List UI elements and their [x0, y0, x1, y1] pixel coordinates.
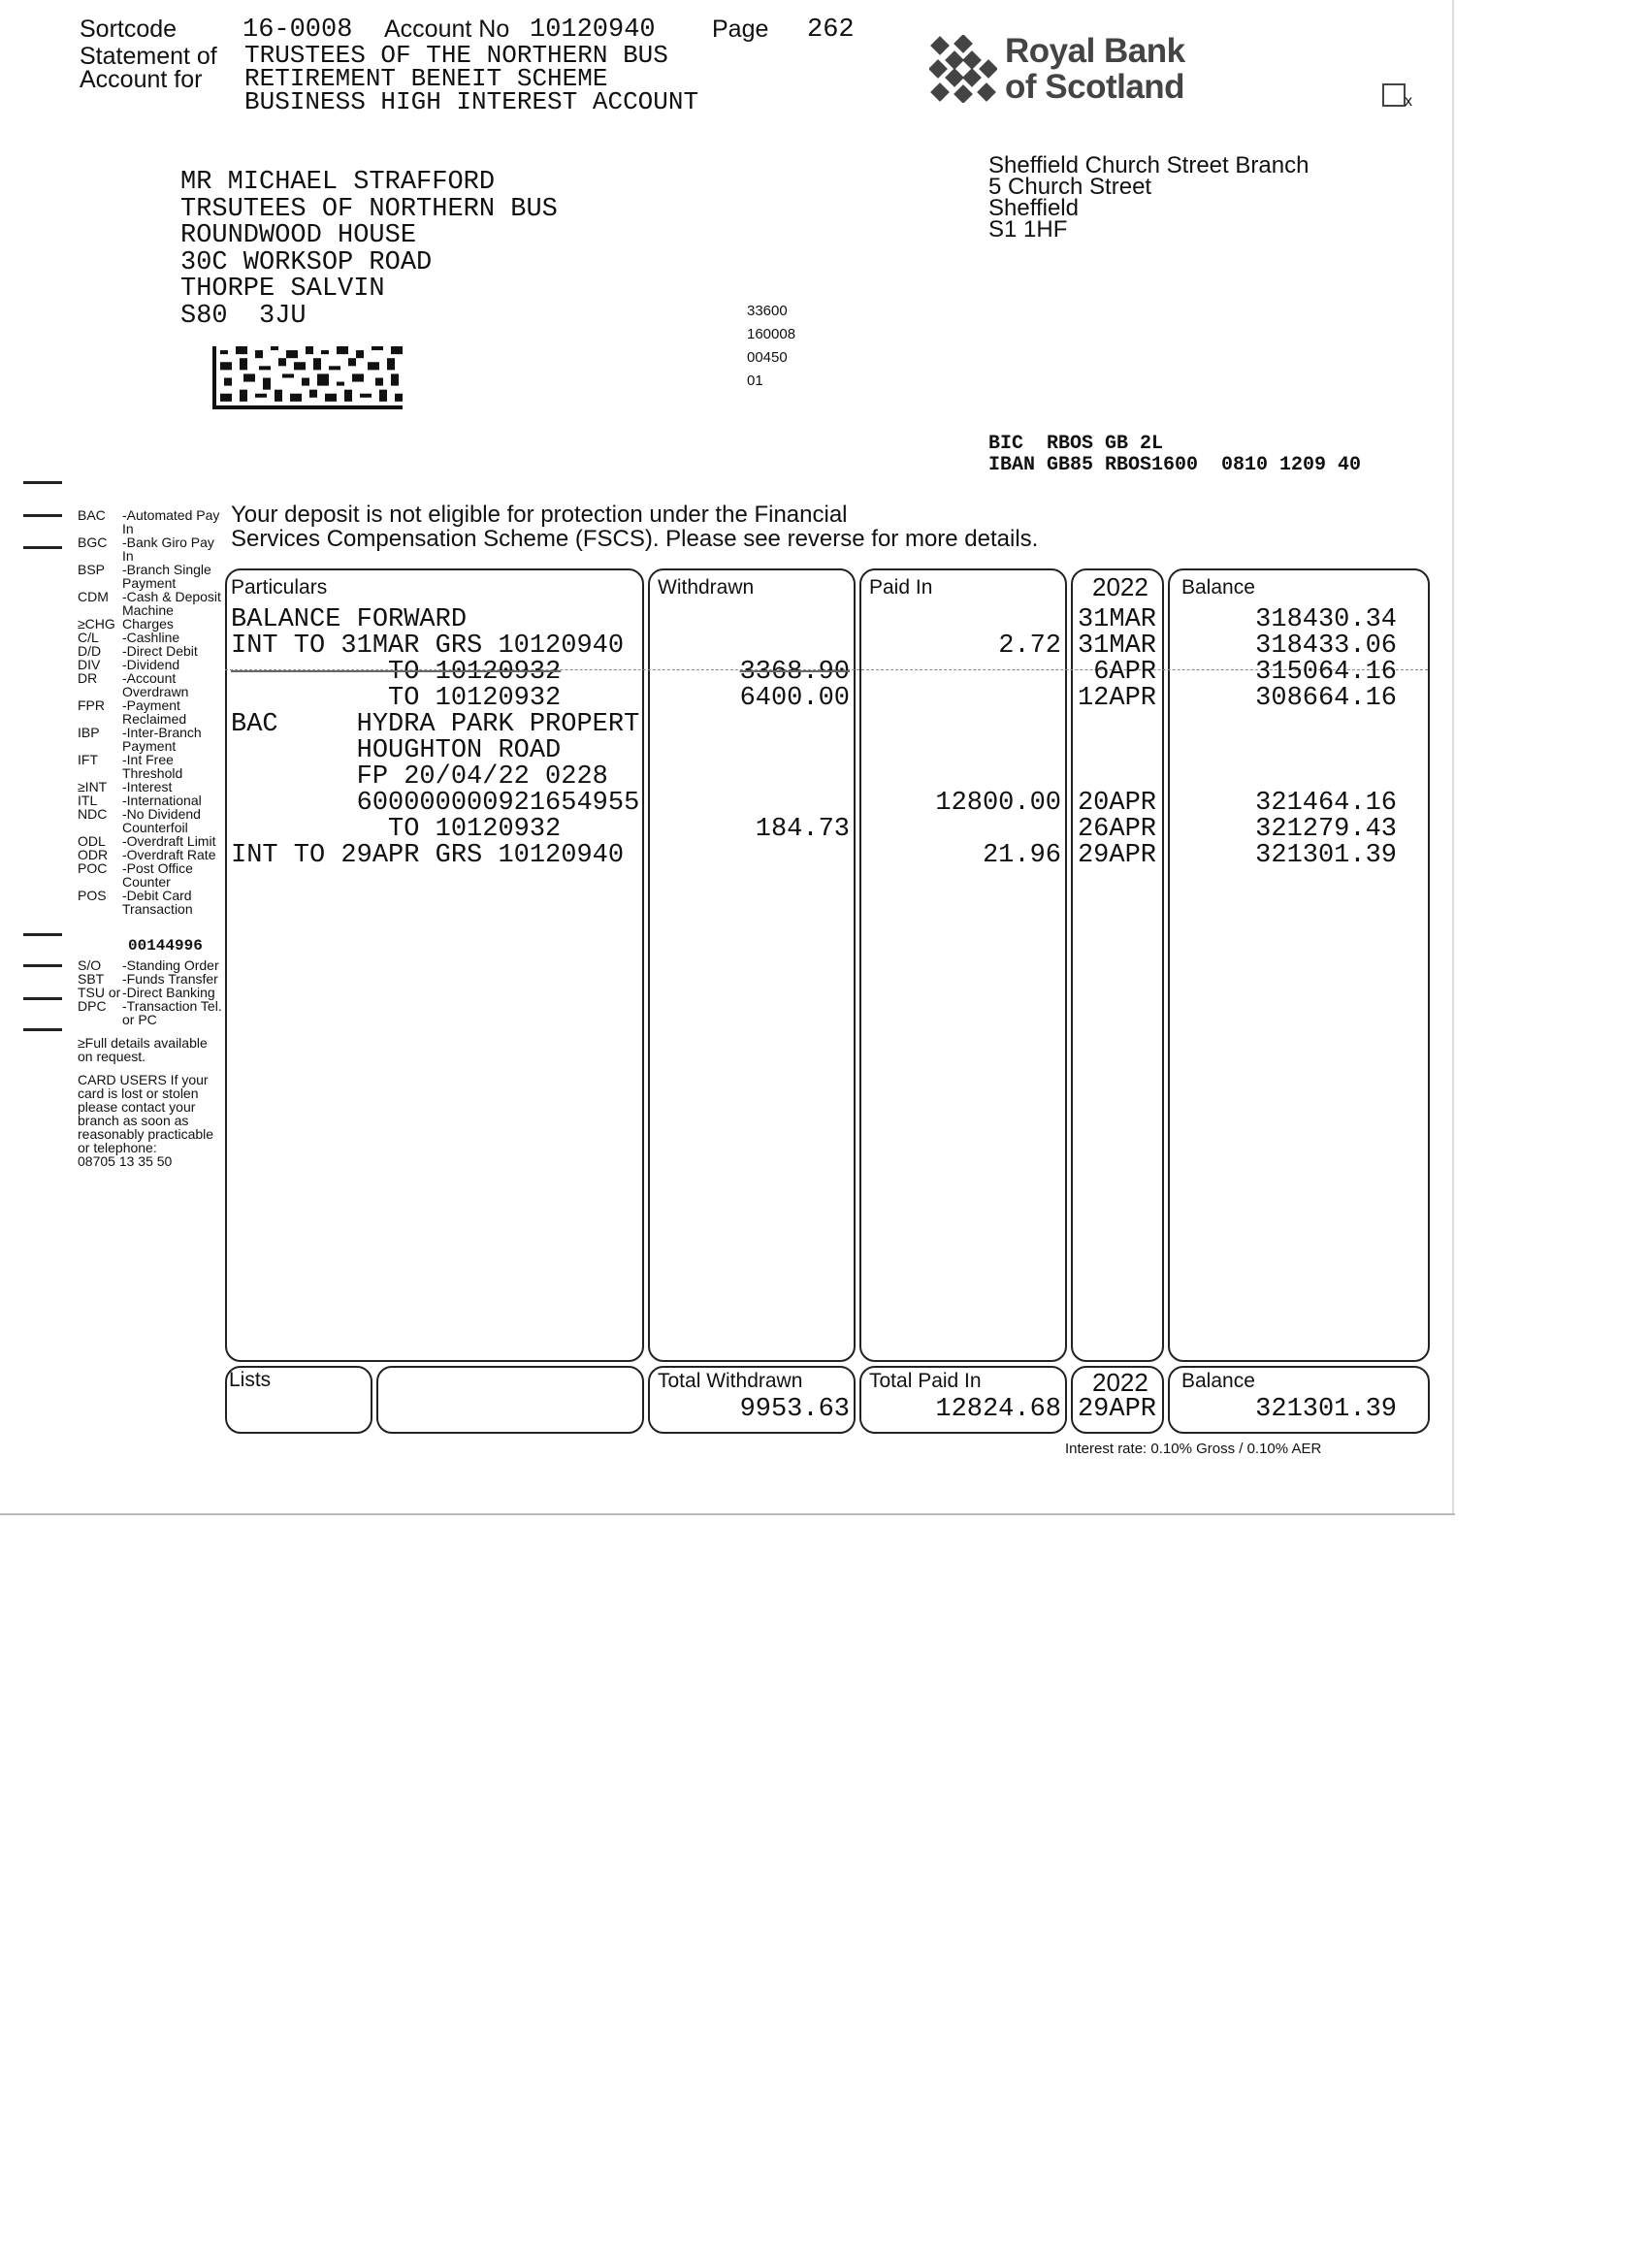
row-particulars: TO 10120932 [231, 658, 562, 687]
legend-item [78, 861, 223, 889]
fscs-notice [231, 502, 1038, 551]
legend-item [78, 753, 223, 780]
closing-year: 2022 [1092, 1368, 1148, 1397]
paid-in-header: Paid In [869, 576, 933, 599]
year-header: 2022 [1092, 572, 1148, 601]
legend-desc: -Interest [122, 779, 173, 794]
legend-code: C/L [78, 630, 99, 645]
row-balance: 308664.16 [1255, 684, 1397, 713]
row-date: 26APR [1077, 815, 1156, 844]
row-balance: 315064.16 [1255, 658, 1397, 687]
row-withdrawn: 6400.00 [739, 684, 850, 713]
row-particulars: TO 10120932 [231, 815, 562, 844]
legend-item [78, 999, 223, 1026]
legend-code: CDM [78, 589, 109, 604]
row-date: 31MAR [1077, 605, 1156, 634]
legend-desc: -Cash & Deposit Machine [122, 589, 221, 618]
legend-item [78, 535, 223, 563]
address-line: THORPE SALVIN [180, 275, 385, 304]
margin-mark [23, 514, 62, 517]
page-label: Page [712, 16, 769, 43]
statement-of-label: Statement of [80, 43, 217, 70]
legend-item [78, 834, 223, 848]
row-particulars: INT TO 29APR GRS 10120940 [231, 841, 625, 870]
bank-name [1005, 33, 1185, 105]
sortcode-label: Sortcode [80, 16, 178, 43]
legend-desc: -Post Office Counter [122, 860, 193, 890]
checkbox-mark: x [1405, 93, 1412, 110]
margin-mark [23, 997, 62, 1000]
legend-item [78, 794, 223, 807]
legend-desc: -Int Free Threshold [122, 752, 183, 781]
account-number-value: 10120940 [530, 16, 656, 45]
bank-name-line: of Scotland [1005, 68, 1185, 106]
legend-code: DPC [78, 998, 107, 1014]
legend-item [78, 508, 223, 535]
legend-code: ≥INT [78, 779, 108, 794]
balance-header: Balance [1181, 576, 1255, 599]
paid-in-column [859, 568, 1067, 1362]
routing-code: 01 [747, 373, 763, 389]
closing-balance-value: 321301.39 [1255, 1395, 1397, 1424]
row-balance: 321464.16 [1255, 789, 1397, 818]
withdrawn-header: Withdrawn [658, 576, 755, 599]
total-withdrawn-label: Total Withdrawn [658, 1370, 803, 1392]
phone-number: 08705 13 35 50 [78, 1153, 173, 1169]
iban-code: IBAN GB85 RBOS1600 0810 1209 40 [988, 454, 1362, 476]
row-particulars: TO 10120932 [231, 684, 562, 713]
legend-code: BGC [78, 535, 108, 550]
legend-desc: -Bank Giro Pay In [122, 535, 214, 564]
legend-item [78, 726, 223, 753]
legend-code: POS [78, 888, 107, 903]
closing-date: 29APR [1077, 1395, 1156, 1424]
full-details-note: ≥Full details available on request. [78, 1035, 208, 1064]
legend-item [78, 644, 223, 658]
row-balance: 321301.39 [1255, 841, 1397, 870]
row-particulars: HOUGHTON ROAD [231, 736, 562, 765]
address-line: S80 3JU [180, 301, 307, 331]
margin-mark [23, 964, 62, 967]
bank-identifiers [988, 434, 1361, 476]
legend-code: TSU or [78, 985, 121, 1000]
legend-desc: -Inter-Branch Payment [122, 725, 202, 754]
legend-code: ITL [78, 793, 98, 808]
row-date: 12APR [1077, 684, 1156, 713]
account-name-line: BUSINESS HIGH INTEREST ACCOUNT [244, 87, 699, 116]
row-date: 31MAR [1077, 632, 1156, 661]
page-number: 262 [807, 16, 855, 45]
notice-line: Services Compensation Scheme (FSCS). Please see reverse for more details. [231, 526, 1039, 552]
legend-item [78, 986, 223, 999]
row-withdrawn: 3368.90 [739, 658, 850, 687]
row-date: 6APR [1093, 658, 1156, 687]
bank-logo [929, 33, 1185, 105]
legend-item [78, 563, 223, 590]
legend-desc: -Direct Debit [122, 643, 198, 659]
legend-item [78, 658, 223, 671]
legend-item [78, 780, 223, 794]
row-particulars: BAC HYDRA PARK PROPERT [231, 710, 640, 739]
legend-desc: -Debit Card Transaction [122, 888, 193, 917]
reference-number: 00144996 [128, 937, 203, 955]
account-number-label: Account No [384, 16, 510, 43]
rbs-daisy-icon [929, 35, 997, 103]
account-name-line: TRUSTEES OF THE NORTHERN BUS [244, 41, 668, 70]
routing-code: 160008 [747, 326, 796, 342]
total-withdrawn-value: 9953.63 [739, 1395, 850, 1424]
branch-line: 5 Church Street [988, 174, 1152, 200]
legend-desc: -Payment Reclaimed [122, 697, 187, 727]
blank-box [376, 1366, 644, 1434]
legend-desc: -Dividend [122, 657, 180, 672]
row-paid-in: 21.96 [982, 841, 1061, 870]
legend-code: S/O [78, 957, 102, 973]
row-particulars: INT TO 31MAR GRS 10120940 [231, 632, 625, 661]
legend-desc: -Transaction Tel. or PC [122, 998, 222, 1027]
legend-desc: -Direct Banking [122, 985, 215, 1000]
branch-line: Sheffield [988, 195, 1079, 221]
legend-desc: Charges [122, 616, 174, 632]
margin-mark [23, 481, 62, 484]
total-paid-in-label: Total Paid In [869, 1370, 982, 1392]
sortcode-value: 16-0008 [242, 16, 353, 45]
page-edge-bottom [0, 1513, 1455, 1515]
address-line: MR MICHAEL STRAFFORD [180, 168, 496, 197]
legend-desc: -International [122, 793, 202, 808]
legend-code: NDC [78, 806, 108, 822]
row-date: 20APR [1077, 789, 1156, 818]
branch-address [988, 152, 1310, 243]
checkbox[interactable] [1382, 83, 1406, 107]
routing-codes [747, 300, 795, 393]
legend-code: BSP [78, 562, 106, 577]
legend-code: ODL [78, 833, 106, 849]
legend-code: FPR [78, 697, 105, 713]
interest-rate: Interest rate: 0.10% Gross / 0.10% AER [1065, 1441, 1322, 1457]
legend-desc: -Funds Transfer [122, 971, 218, 987]
legend-code: POC [78, 860, 108, 876]
routing-code: 33600 [747, 303, 788, 319]
address-line: ROUNDWOOD HOUSE [180, 221, 417, 250]
total-paid-in-value: 12824.68 [935, 1395, 1061, 1424]
row-date: 29APR [1077, 841, 1156, 870]
legend-item [78, 972, 223, 986]
row-particulars: FP 20/04/22 0228 [231, 762, 608, 792]
legend-code: IBP [78, 725, 100, 740]
legend-desc: -Automated Pay In [122, 507, 220, 536]
bank-name-line: Royal Bank [1005, 32, 1185, 70]
row-paid-in: 2.72 [998, 632, 1061, 661]
particulars-header: Particulars [231, 576, 328, 599]
row-balance: 318433.06 [1255, 632, 1397, 661]
account-name-line: RETIREMENT BENEIT SCHEME [244, 64, 608, 93]
legend-code: D/D [78, 643, 102, 659]
row-particulars: 600000000921654955 [231, 789, 640, 818]
legend-desc: -Cashline [122, 630, 180, 645]
legend-code: ≥CHG [78, 616, 115, 632]
legend-item [78, 889, 223, 916]
legend-item [78, 671, 223, 698]
account-for-label: Account for [80, 66, 203, 93]
notice-line: Your deposit is not eligible for protection under the Financial [231, 502, 848, 528]
legend-code: DIV [78, 657, 101, 672]
legend-desc: -Standing Order [122, 957, 219, 973]
row-balance: 321279.43 [1255, 815, 1397, 844]
legend-desc: -Overdraft Limit [122, 833, 216, 849]
legend-item [78, 698, 223, 726]
legend-code: ODR [78, 847, 109, 862]
legend-desc: -Account Overdrawn [122, 670, 189, 699]
row-balance: 318430.34 [1255, 605, 1397, 634]
closing-balance-label: Balance [1181, 1370, 1255, 1392]
customer-address [180, 170, 558, 330]
legend-item [78, 848, 223, 861]
account-name [244, 41, 699, 116]
row-paid-in: 12800.00 [935, 789, 1061, 818]
legend-item [78, 958, 223, 972]
row-withdrawn: 184.73 [755, 815, 850, 844]
abbreviation-legend [78, 508, 223, 1168]
branch-line: Sheffield Church Street Branch [988, 152, 1310, 178]
row-particulars: BALANCE FORWARD [231, 605, 468, 634]
legend-item [78, 631, 223, 644]
legend-desc: -No Dividend Counterfoil [122, 806, 201, 835]
bic-code: BIC RBOS GB 2L [988, 433, 1164, 455]
legend-item [78, 617, 223, 631]
legend-item [78, 807, 223, 834]
legend-code: DR [78, 670, 98, 686]
legend-code: IFT [78, 752, 98, 767]
margin-mark [23, 933, 62, 936]
legend-code: SBT [78, 971, 105, 987]
datamatrix-barcode [212, 346, 403, 409]
lists-label: Lists [229, 1369, 272, 1391]
margin-mark [23, 1028, 62, 1031]
legend-desc: -Overdraft Rate [122, 847, 216, 862]
routing-code: 00450 [747, 349, 788, 366]
page-edge-right [1452, 0, 1454, 1513]
legend-desc: -Branch Single Payment [122, 562, 211, 591]
card-users-note: CARD USERS If your card is lost or stolen please contact your branch as soon as reasonably practicable or telephone: [78, 1072, 214, 1155]
legend-code: BAC [78, 507, 106, 523]
margin-mark [23, 546, 62, 549]
address-line: TRSUTEES OF NORTHERN BUS [180, 194, 558, 224]
legend-item [78, 590, 223, 617]
address-line: 30C WORKSOP ROAD [180, 247, 433, 277]
branch-line: S1 1HF [988, 216, 1068, 243]
